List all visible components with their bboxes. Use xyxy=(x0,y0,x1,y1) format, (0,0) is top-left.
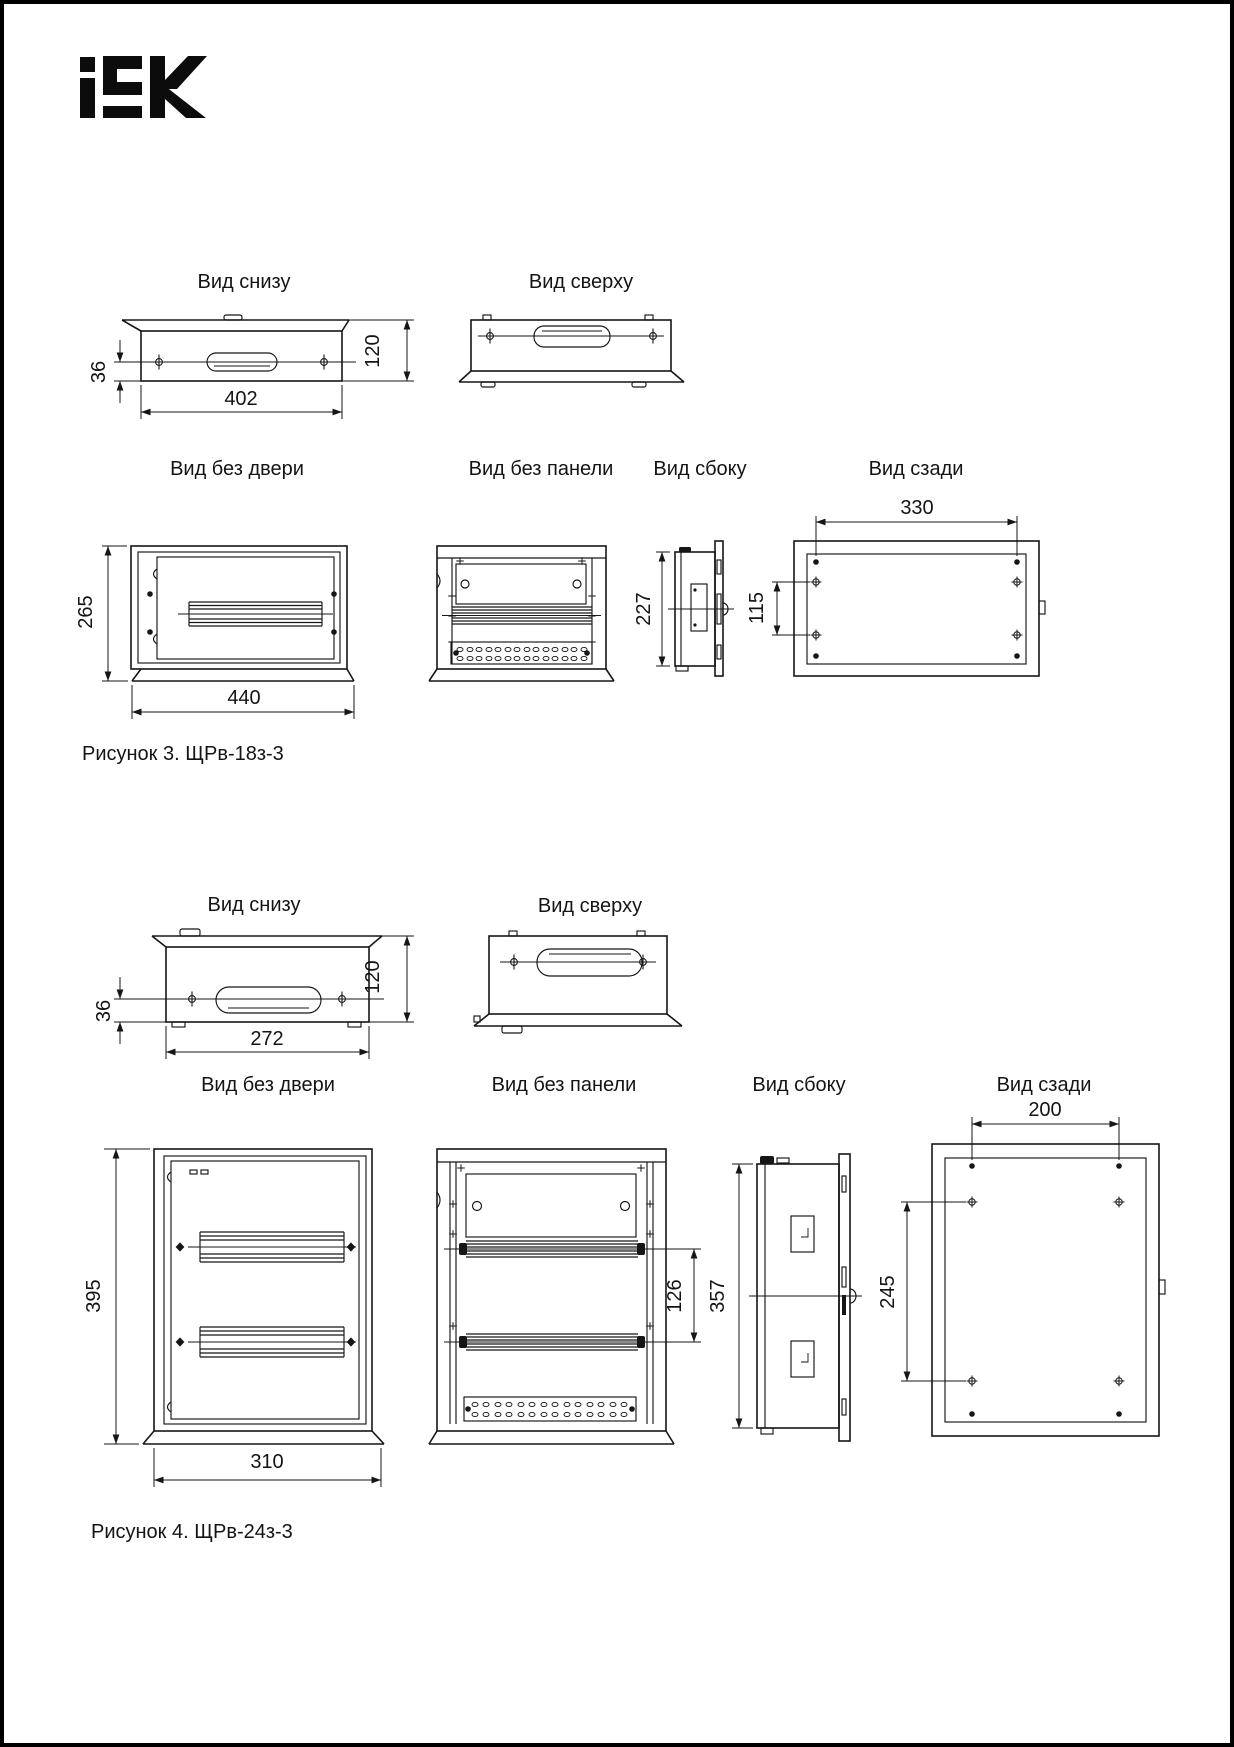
fig4-top-view-drawing xyxy=(474,931,682,1033)
fig3-rear-view-drawing xyxy=(772,516,1045,676)
fig4-no-door-view-drawing xyxy=(104,1149,384,1487)
fig3-caption: Рисунок 3. ЩРв-18з-3 xyxy=(82,743,284,765)
fig4-side-view-label: Вид сбоку xyxy=(752,1074,846,1096)
fig3-dim-440: 440 xyxy=(227,687,261,709)
fig3-no-panel-view-label: Вид без панели xyxy=(468,458,614,480)
fig3-dim-330: 330 xyxy=(900,497,934,519)
fig4-dim-200: 200 xyxy=(1028,1099,1062,1121)
drawings-canvas xyxy=(4,4,1230,1743)
fig4-dim-272: 272 xyxy=(250,1028,284,1050)
fig4-bottom-view-label: Вид снизу xyxy=(207,894,301,916)
fig4-top-view-label: Вид сверху xyxy=(537,895,643,917)
iek-logo xyxy=(80,56,207,118)
fig4-rear-view-label: Вид сзади xyxy=(996,1074,1092,1096)
fig3-dim-115: 115 xyxy=(746,592,768,624)
fig4-dim-36: 36 xyxy=(93,999,115,1023)
fig4-dim-395: 395 xyxy=(83,1279,105,1313)
fig3-side-view-drawing xyxy=(656,541,734,676)
fig3-dim-120: 120 xyxy=(362,334,384,368)
fig3-dim-227: 227 xyxy=(633,592,655,626)
fig4-rear-view-drawing xyxy=(901,1117,1165,1436)
fig4-no-panel-view-label: Вид без панели xyxy=(491,1074,637,1096)
fig4-caption: Рисунок 4. ЩРв-24з-3 xyxy=(91,1521,293,1543)
fig3-dim-265: 265 xyxy=(75,595,97,629)
fig4-dim-126: 126 xyxy=(664,1279,686,1313)
fig4-no-door-view-label: Вид без двери xyxy=(201,1074,335,1096)
fig3-top-view-label: Вид сверху xyxy=(528,271,634,293)
fig3-side-view-label: Вид сбоку xyxy=(653,458,747,480)
fig4-side-view-drawing xyxy=(732,1154,862,1441)
fig3-no-panel-view-drawing xyxy=(429,546,614,681)
fig3-bottom-view-label: Вид снизу xyxy=(197,271,291,293)
fig4-dim-245: 245 xyxy=(877,1275,899,1309)
fig4-dim-310: 310 xyxy=(250,1451,284,1473)
fig4-dim-357: 357 xyxy=(707,1279,729,1313)
fig3-top-view-drawing xyxy=(459,315,684,387)
fig4-no-panel-view-drawing xyxy=(429,1149,701,1444)
fig3-dim-36: 36 xyxy=(88,360,110,384)
fig3-dim-402: 402 xyxy=(224,388,258,410)
fig3-no-door-view-label: Вид без двери xyxy=(170,458,304,480)
fig4-dim-120: 120 xyxy=(362,960,384,994)
fig3-rear-view-label: Вид сзади xyxy=(868,458,964,480)
